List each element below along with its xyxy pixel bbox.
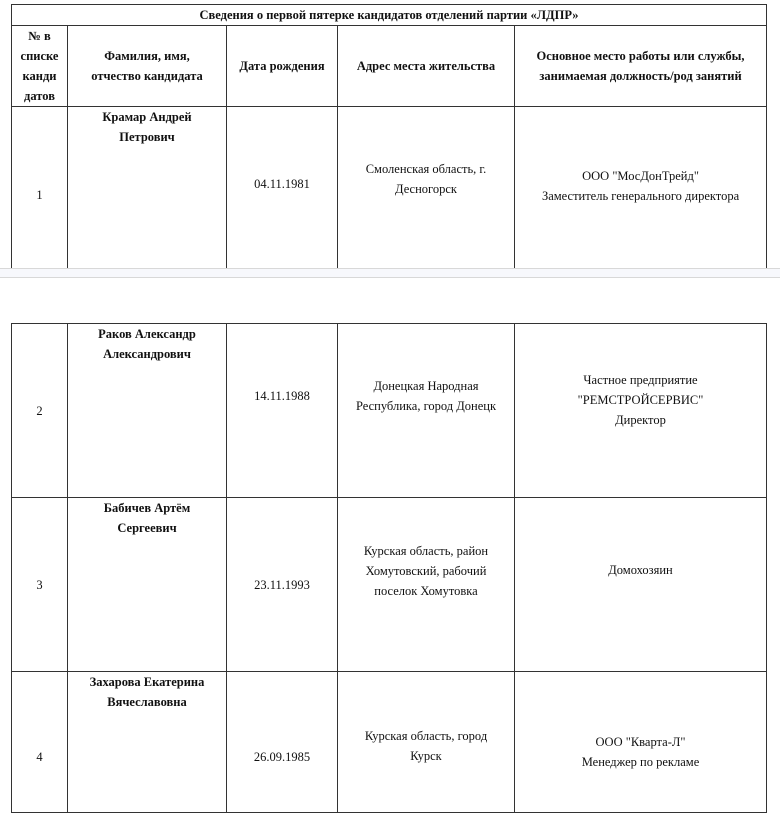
column-header-work: Основное место работы или службы, занимаемая должность/род занятий xyxy=(515,26,767,107)
column-header-dob: Дата рождения xyxy=(227,26,338,107)
cell-name: Бабичев Артём Сергеевич xyxy=(68,498,227,672)
document-page-2 xyxy=(0,278,780,769)
column-header-number: № в списке канди датов xyxy=(12,26,68,107)
cell-number: 3 xyxy=(12,498,68,672)
cell-dob: 14.11.1988 xyxy=(227,324,338,498)
candidates-table-page-2 xyxy=(11,323,767,813)
cell-dob: 04.11.1981 xyxy=(227,107,338,283)
cell-work: ООО "Кварта-Л" Менеджер по рекламе xyxy=(515,672,767,813)
cell-address: Курская область, город Курск xyxy=(338,672,515,813)
cell-name: Крамар Андрей Петрович xyxy=(68,107,227,283)
cell-name: Раков Александр Александрович xyxy=(68,324,227,498)
cell-work: Домохозяин xyxy=(515,498,767,672)
cell-dob: 23.11.1993 xyxy=(227,498,338,672)
cell-dob: 26.09.1985 xyxy=(227,672,338,813)
column-header-address: Адрес места жительства xyxy=(338,26,515,107)
cell-number: 1 xyxy=(12,107,68,283)
column-header-name: Фамилия, имя, отчество кандидата xyxy=(68,26,227,107)
table-row xyxy=(12,107,767,283)
cell-work: ООО "МосДонТрейд" Заместитель генерального директора xyxy=(515,107,767,283)
page-break xyxy=(0,268,780,278)
table-row xyxy=(12,672,767,813)
table-header-row xyxy=(12,26,767,107)
candidates-table-page-1 xyxy=(11,4,767,283)
table-row xyxy=(12,498,767,672)
document-page-1 xyxy=(0,0,780,266)
cell-address: Донецкая Народная Республика, город Донецк xyxy=(338,324,515,498)
table-row xyxy=(12,324,767,498)
cell-number: 4 xyxy=(12,672,68,813)
table-title: Сведения о первой пятерке кандидатов отделений партии «ЛДПР» xyxy=(12,5,767,26)
cell-address: Курская область, район Хомутовский, рабочий поселок Хомутовка xyxy=(338,498,515,672)
cell-work: Частное предприятие "РЕМСТРОЙСЕРВИС" Директор xyxy=(515,324,767,498)
cell-name: Захарова Екатерина Вячеславовна xyxy=(68,672,227,813)
cell-number: 2 xyxy=(12,324,68,498)
cell-address: Смоленская область, г. Десногорск xyxy=(338,107,515,283)
